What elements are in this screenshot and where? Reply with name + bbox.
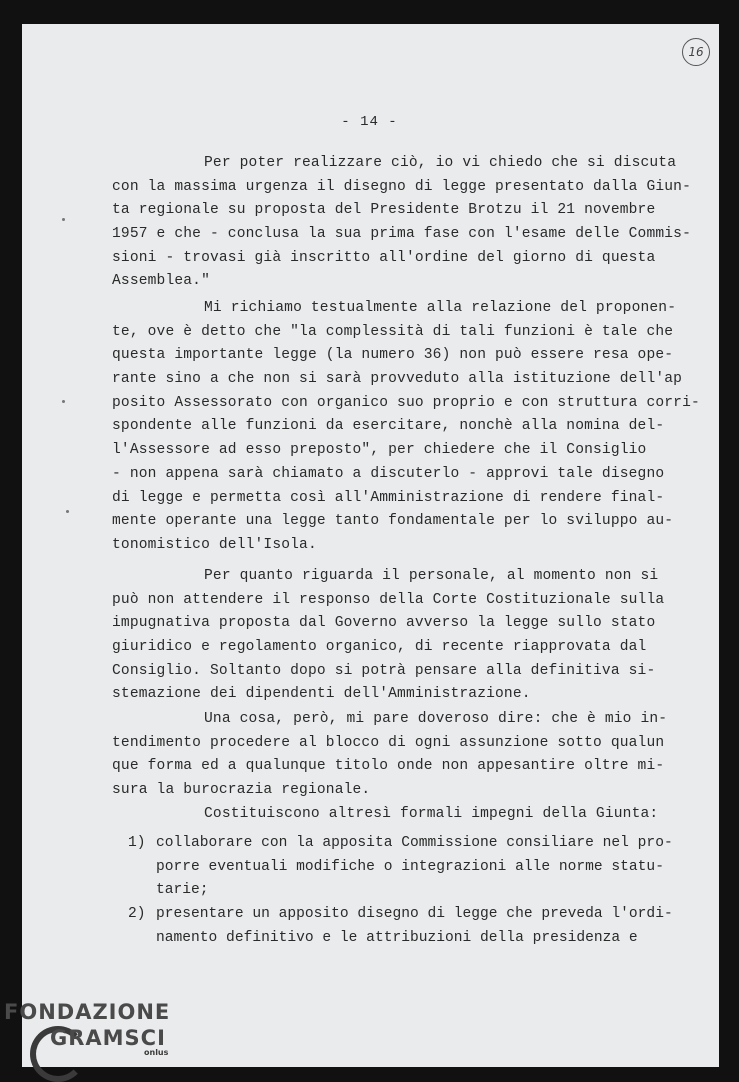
list-item	[128, 832, 673, 856]
watermark-line3: onlus	[144, 1048, 169, 1057]
text-line: posito Assessorato con organico suo proprio e con struttura corri-	[112, 394, 700, 411]
watermark-line1: FONDAZIONE	[4, 1000, 171, 1024]
text-line: tonomistico dell'Isola.	[112, 536, 317, 553]
page-number: - 14 -	[341, 114, 398, 130]
text-line: stemazione dei dipendenti dell'Amministrazione.	[112, 686, 531, 703]
list-item-text: namento definitivo e le attribuzioni della presidenza e	[156, 929, 638, 946]
text-line: te, ove è detto che "la complessità di tali funzioni è tale che	[112, 323, 674, 340]
paragraph-3	[112, 565, 665, 707]
archive-number: 16	[682, 38, 710, 66]
list-item-text: collaborare con la apposita Commissione consiliare nel pro-	[156, 835, 673, 851]
list-item-text: porre eventuali modifiche o integrazioni alle norme statu-	[156, 858, 664, 875]
text-line: mente operante una legge tanto fondamentale per lo sviluppo au-	[112, 513, 674, 530]
text-line: 1957 e che - conclusa la sua prima fase con l'esame delle Commis-	[112, 226, 691, 243]
text-line: può non attendere il responso della Corte Costituzionale sulla	[112, 591, 665, 608]
text-line: que forma ed a qualunque titolo onde non appesantire oltre mi-	[112, 758, 665, 775]
paragraph-4	[112, 708, 668, 803]
text-line: tendimento procedere al blocco di ogni assunzione sotto qualun	[112, 734, 665, 751]
text-line: rante sino a che non si sarà provveduto alla istituzione dell'ap	[112, 371, 683, 388]
paragraph-2	[112, 297, 700, 558]
margin-speck	[62, 400, 65, 403]
text-line: di legge e permetta così all'Amministrazione di rendere final-	[112, 489, 665, 506]
text-line: impugnativa proposta dal Governo avverso la legge sullo stato	[112, 615, 656, 632]
margin-speck	[66, 510, 69, 513]
text-line: - non appena sarà chiamato a discuterlo - approvi tale disegno	[112, 465, 665, 482]
text-line: giuridico e regolamento organico, di recente riapprovata dal	[112, 639, 647, 656]
list-item-text: presentare un apposito disegno di legge che preveda l'ordi-	[156, 906, 673, 923]
watermark-line2: GRAMSCI	[50, 1026, 166, 1050]
paragraph-5	[112, 803, 659, 827]
text-line: Una cosa, però, mi pare doveroso dire: che è mio in-	[204, 711, 668, 727]
text-line: Per quanto riguarda il personale, al momento non si	[204, 568, 659, 584]
text-line: Costituiscono altresì formali impegni della Giunta:	[204, 806, 659, 822]
text-line: Consiglio. Soltanto dopo si potrà pensare alla definitiva si-	[112, 662, 656, 679]
paragraph-1	[112, 152, 691, 294]
list-item-number: 1)	[128, 835, 146, 851]
numbered-list	[128, 832, 673, 950]
text-line: questa importante legge (la numero 36) non può essere resa ope-	[112, 347, 674, 364]
text-line: Mi richiamo testualmente alla relazione del proponen-	[204, 300, 677, 316]
watermark	[4, 1000, 170, 1057]
text-line: Assemblea."	[112, 273, 210, 290]
list-item-text: tarie;	[156, 882, 209, 899]
text-line: spondente alle funzioni da esercitare, nonchè alla nomina del-	[112, 418, 665, 435]
text-line: Per poter realizzare ciò, io vi chiedo che si discuta	[204, 155, 677, 171]
text-line: sioni - trovasi già inscritto all'ordine del giorno di questa	[112, 249, 656, 266]
margin-speck	[62, 218, 65, 221]
text-line: sura la burocrazia regionale.	[112, 782, 371, 799]
text-line: l'Assessore ad esso preposto", per chiedere che il Consiglio	[112, 442, 647, 459]
list-item	[128, 903, 673, 927]
text-line: ta regionale su proposta del Presidente Brotzu il 21 novembre	[112, 202, 656, 219]
list-item-number: 2)	[128, 906, 146, 923]
text-line: con la massima urgenza il disegno di legge presentato dalla Giun-	[112, 178, 691, 195]
